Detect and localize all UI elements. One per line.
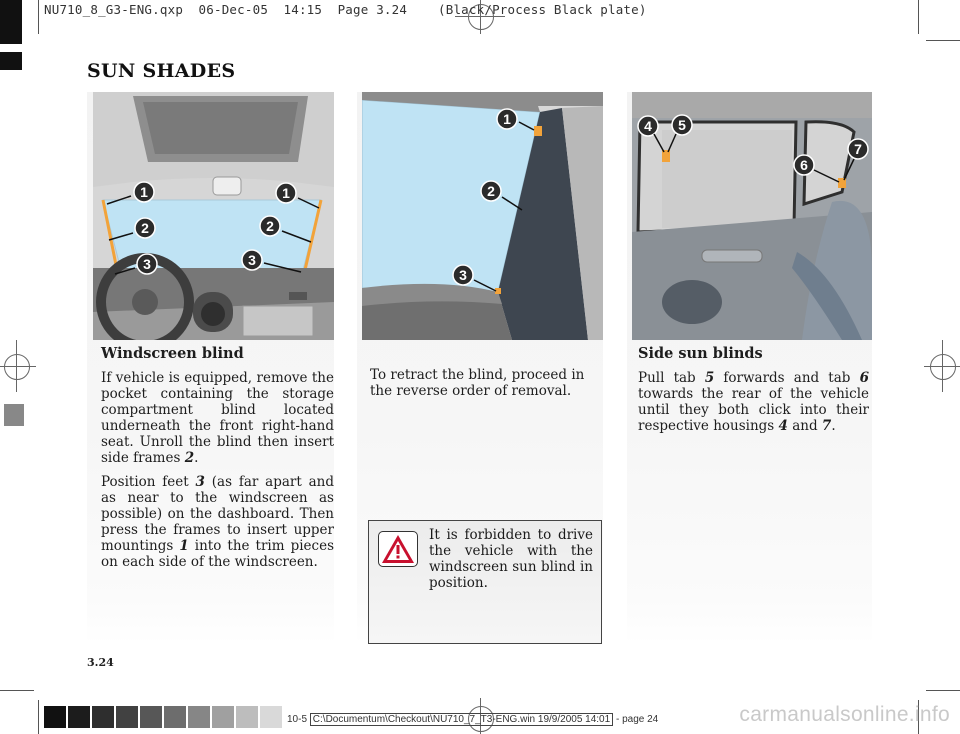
watermark: carmanualsonline.info [739,703,950,726]
pillar-blind-illustration [362,92,603,340]
callout-2-right: 2 [266,218,274,234]
warning-box [368,520,602,644]
callout-1-left: 1 [140,184,148,200]
side-c: towards the rear of the vehicle until they both click into their respective housings [638,386,869,434]
color-swatch [188,706,210,728]
page-title: SUN SHADES [87,60,236,82]
crop-mark [38,0,39,34]
warning-text: It is forbidden to drive the vehicle with the windscreen sun blind in position. [429,527,593,591]
print-slug: NU710_8_G3-ENG.qxp 06-Dec-05 14:15 Page 3.24 (Black/Process Black plate) [44,2,647,17]
warning-triangle-icon [378,531,418,567]
color-swatch [164,706,186,728]
ref-4: 4 [778,418,788,434]
crop-mark [918,0,919,34]
crop-mark [926,690,960,691]
callout-7: 7 [854,141,862,157]
p2-b: (as far apart and as near to the windscreen as possible) on the dashboard. Then press the frames to insert upper mountings [101,474,334,554]
windscreen-blind-paragraph-1 [101,370,334,466]
color-swatch [92,706,114,728]
windscreen-blind-paragraph-2 [101,474,334,570]
side-a: Pull tab [638,370,705,386]
side-d: and [787,418,822,434]
side-blind-illustration [632,92,872,340]
ref-1: 1 [179,538,189,554]
p1-end: . [194,450,199,466]
ref-7: 7 [821,418,832,434]
ref-5: 5 [704,370,715,386]
windscreen-blind-illustration [93,92,334,340]
crop-mark [38,700,39,734]
side-b: forwards and tab [714,370,860,386]
retract-instructions [370,367,602,407]
side-blinds-diagram [632,92,872,340]
side-sun-blinds-paragraph [638,370,869,434]
color-swatch [68,706,90,728]
color-swatch [140,706,162,728]
side-sun-blinds-heading: Side sun blinds [638,345,763,362]
p2-c: into the trim pieces on each side of the windscreen. [101,538,334,570]
page-number: 3.24 [87,656,114,669]
callout-3: 3 [459,267,467,283]
callout-3-left: 3 [143,256,151,272]
retract-paragraph: To retract the blind, proceed in the reverse order of removal. [370,367,585,399]
callout-5: 5 [678,117,686,133]
registration-target-line [942,340,943,392]
pillar-diagram [362,92,603,340]
crop-mark-gray-block [4,404,24,426]
ref-3: 3 [195,474,205,490]
footer-prefix: 10-5 [287,714,310,725]
registration-target [4,354,30,380]
callout-1: 1 [503,111,511,127]
color-swatch [212,706,234,728]
registration-block [0,0,22,44]
windscreen-blind-section [101,346,334,578]
footer-suffix: - page 24 [613,714,659,725]
footer-path-box: C:\Documentum\Checkout\NU710_7_T3-ENG.win 19/9/2005 14:01 [310,713,613,726]
registration-block [0,52,22,70]
crop-mark [0,690,34,691]
color-swatch [236,706,258,728]
callout-1-right: 1 [282,185,290,201]
side-e: . [831,418,836,434]
p2-a: Position feet [101,474,196,490]
ref-2: 2 [184,450,195,466]
callout-2: 2 [487,183,495,199]
p1-text: If vehicle is equipped, remove the pocket containing the storage compartment blind located underneath the front right-hand seat. Unroll the blind then insert side frames [101,370,334,466]
side-sun-blinds-section [638,346,869,442]
callout-4: 4 [644,118,652,134]
crop-mark [926,40,960,41]
color-swatch [260,706,282,728]
warning-triangle-graphic [379,532,417,566]
ref-6: 6 [859,370,869,386]
color-swatch [44,706,66,728]
callout-3-right: 3 [248,252,256,268]
callout-2-left: 2 [141,220,149,236]
windscreen-diagram [93,92,334,340]
windscreen-blind-heading: Windscreen blind [101,345,244,362]
color-swatch [116,706,138,728]
footer-file-path [287,714,658,725]
registration-target [930,354,956,380]
registration-target-line [16,340,17,392]
callout-6: 6 [800,157,808,173]
registration-target-line [0,366,36,367]
